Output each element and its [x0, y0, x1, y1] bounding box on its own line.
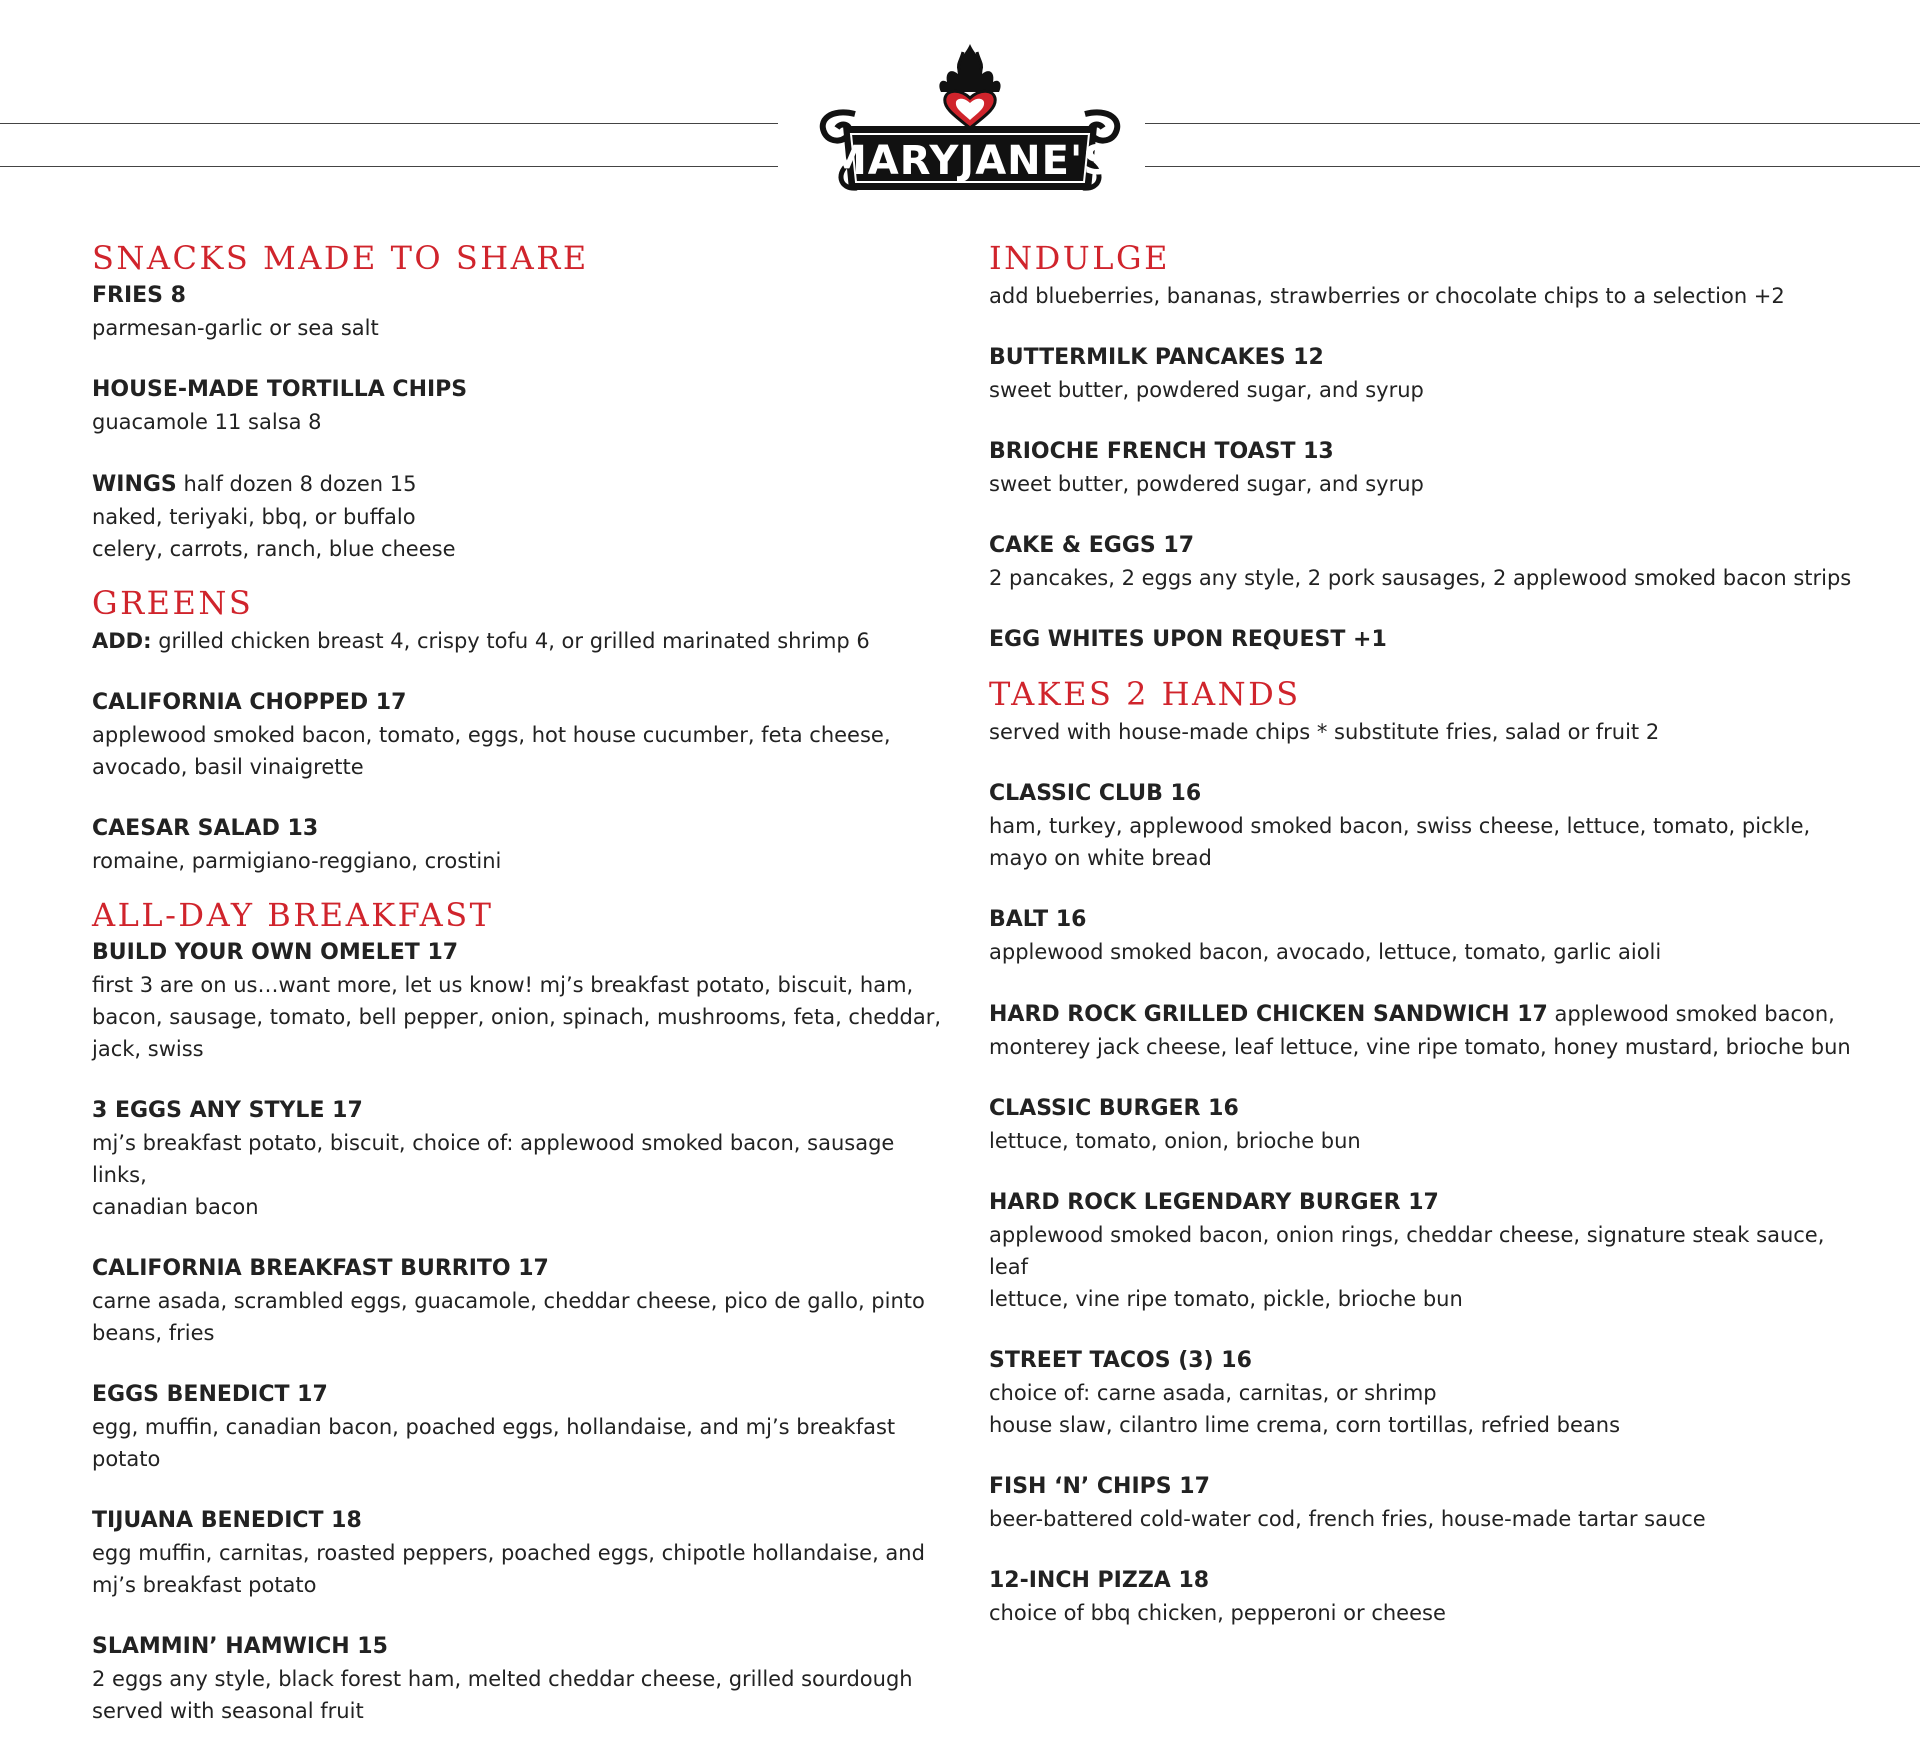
menu-item — [92, 1505, 952, 1601]
item-desc: guacamole 11 salsa 8 — [92, 410, 322, 434]
section-note-hands: served with house-made chips * substitute fries, salad or fruit 2 — [989, 720, 1660, 744]
menu-item — [989, 904, 1869, 968]
item-name: BUILD YOUR OWN OMELET 17 — [92, 940, 459, 965]
item-name: SLAMMIN’ HAMWICH 15 — [92, 1634, 388, 1659]
item-name: CALIFORNIA BREAKFAST BURRITO 17 — [92, 1256, 549, 1281]
item-desc: choice of bbq chicken, pepperoni or cheese — [989, 1601, 1446, 1625]
item-desc: parmesan-garlic or sea salt — [92, 316, 379, 340]
menu-item — [989, 436, 1869, 500]
item-name: HARD ROCK LEGENDARY BURGER 17 — [989, 1190, 1439, 1215]
menu-item — [92, 1095, 952, 1223]
greens-add-note — [92, 625, 952, 657]
maryjanes-logo — [795, 42, 1145, 200]
menu-item — [989, 778, 1869, 874]
item-desc: first 3 are on us…want more, let us know! mj’s breakfast potato, biscuit, ham, — [92, 973, 914, 997]
menu-item — [92, 937, 952, 1065]
section-indulge — [989, 240, 1869, 656]
item-desc: mj’s breakfast potato — [92, 1573, 317, 1597]
item-desc: choice of: carne asada, carnitas, or shrimp — [989, 1381, 1437, 1405]
section-hands — [989, 676, 1869, 1629]
item-desc: celery, carrots, ranch, blue cheese — [92, 537, 456, 561]
item-name: HARD ROCK GRILLED CHICKEN SANDWICH 17 — [989, 1002, 1548, 1027]
item-desc: lettuce, tomato, onion, brioche bun — [989, 1129, 1361, 1153]
section-title-snacks: SNACKS MADE TO SHARE — [92, 239, 589, 277]
item-desc: mayo on white bread — [989, 846, 1212, 870]
menu-item — [92, 280, 952, 344]
menu-item — [989, 1187, 1869, 1315]
item-inline-desc: half dozen 8 dozen 15 — [176, 472, 417, 496]
item-desc: carne asada, scrambled eggs, guacamole, cheddar cheese, pico de gallo, pinto — [92, 1289, 925, 1313]
item-desc: house slaw, cilantro lime crema, corn tortillas, refried beans — [989, 1413, 1621, 1437]
item-name-row — [92, 468, 952, 501]
item-desc: applewood smoked bacon, tomato, eggs, hot house cucumber, feta cheese, — [92, 723, 891, 747]
item-name: CLASSIC CLUB 16 — [989, 781, 1202, 806]
item-desc: sweet butter, powdered sugar, and syrup — [989, 378, 1424, 402]
menu-item — [989, 1471, 1869, 1535]
item-name: EGG WHITES UPON REQUEST +1 — [989, 627, 1387, 652]
item-desc: egg, muffin, canadian bacon, poached eggs, hollandaise, and mj’s breakfast potato — [92, 1415, 896, 1471]
add-label: ADD: — [92, 629, 152, 653]
item-desc: bacon, sausage, tomato, bell pepper, onion, spinach, mushrooms, feta, cheddar, — [92, 1005, 942, 1029]
menu-item — [989, 998, 1869, 1063]
menu-item — [989, 1093, 1869, 1157]
item-desc: applewood smoked bacon, onion rings, cheddar cheese, signature steak sauce, leaf — [989, 1223, 1825, 1279]
item-name: 12-INCH PIZZA 18 — [989, 1568, 1210, 1593]
left-column — [92, 240, 952, 1757]
item-name: FRIES 8 — [92, 283, 186, 308]
menu-item — [989, 342, 1869, 406]
item-desc: naked, teriyaki, bbq, or buffalo — [92, 505, 416, 529]
header-rule-right-top — [1145, 123, 1920, 124]
section-snacks — [92, 240, 952, 565]
item-inline-desc: applewood smoked bacon, — [1547, 1002, 1835, 1026]
item-name: BALT 16 — [989, 907, 1087, 932]
item-name-row — [989, 998, 1869, 1031]
item-desc: monterey jack cheese, leaf lettuce, vine ripe tomato, honey mustard, brioche bun — [989, 1035, 1851, 1059]
item-desc: beans, fries — [92, 1321, 215, 1345]
add-text: grilled chicken breast 4, crispy tofu 4, or grilled marinated shrimp 6 — [151, 629, 870, 653]
header-rule-left-bottom — [0, 166, 778, 167]
menu-item — [989, 1345, 1869, 1441]
item-name: CLASSIC BURGER 16 — [989, 1096, 1239, 1121]
item-name: HOUSE-MADE TORTILLA CHIPS — [92, 377, 468, 402]
item-desc: 2 eggs any style, black forest ham, melted cheddar cheese, grilled sourdough — [92, 1667, 913, 1691]
item-name: STREET TACOS (3) 16 — [989, 1348, 1252, 1373]
item-name: BUTTERMILK PANCAKES 12 — [989, 345, 1324, 370]
item-desc: served with seasonal fruit — [92, 1699, 364, 1723]
section-breakfast — [92, 897, 952, 1727]
item-desc: jack, swiss — [92, 1037, 204, 1061]
menu-item — [92, 374, 952, 438]
item-name: CAESAR SALAD 13 — [92, 816, 319, 841]
item-desc: avocado, basil vinaigrette — [92, 755, 364, 779]
header-rule-right-bottom — [1145, 166, 1920, 167]
item-name: CALIFORNIA CHOPPED 17 — [92, 690, 407, 715]
section-title-indulge: INDULGE — [989, 239, 1170, 277]
item-name: TIJUANA BENEDICT 18 — [92, 1508, 362, 1533]
logo-wordmark: MARYJANE'S — [826, 138, 1114, 184]
section-title-greens: GREENS — [92, 584, 254, 622]
menu-item — [92, 1631, 952, 1727]
header-rule-left-top — [0, 123, 778, 124]
item-name: WINGS — [92, 472, 177, 497]
menu-item — [92, 468, 952, 565]
menu-item — [92, 813, 952, 877]
item-desc: applewood smoked bacon, avocado, lettuce, tomato, garlic aioli — [989, 940, 1662, 964]
menu-header — [0, 0, 1920, 200]
menu-item — [92, 687, 952, 783]
item-name: EGGS BENEDICT 17 — [92, 1382, 328, 1407]
item-desc: egg muffin, carnitas, roasted peppers, poached eggs, chipotle hollandaise, and — [92, 1541, 925, 1565]
item-name: 3 EGGS ANY STYLE 17 — [92, 1098, 363, 1123]
item-desc: 2 pancakes, 2 eggs any style, 2 pork sausages, 2 applewood smoked bacon strips — [989, 566, 1852, 590]
menu-item — [989, 624, 1869, 656]
item-desc: canadian bacon — [92, 1195, 259, 1219]
item-desc: romaine, parmigiano-reggiano, crostini — [92, 849, 502, 873]
item-desc: beer-battered cold-water cod, french fries, house-made tartar sauce — [989, 1507, 1706, 1531]
right-column — [989, 240, 1869, 1659]
menu-item — [92, 1379, 952, 1475]
item-desc: lettuce, vine ripe tomato, pickle, brioche bun — [989, 1287, 1463, 1311]
item-desc: sweet butter, powdered sugar, and syrup — [989, 472, 1424, 496]
section-title-hands: TAKES 2 HANDS — [989, 675, 1301, 713]
menu-item — [989, 530, 1869, 594]
item-name: CAKE & EGGS 17 — [989, 533, 1195, 558]
item-name: FISH ‘N’ CHIPS 17 — [989, 1474, 1210, 1499]
item-name: BRIOCHE FRENCH TOAST 13 — [989, 439, 1334, 464]
item-desc: mj’s breakfast potato, biscuit, choice of: applewood smoked bacon, sausage links, — [92, 1131, 895, 1187]
menu-item — [92, 1253, 952, 1349]
section-greens — [92, 585, 952, 877]
section-note-indulge: add blueberries, bananas, strawberries or chocolate chips to a selection +2 — [989, 284, 1785, 308]
menu-item — [989, 1565, 1869, 1629]
section-title-breakfast: ALL-DAY BREAKFAST — [92, 896, 494, 934]
item-desc: ham, turkey, applewood smoked bacon, swiss cheese, lettuce, tomato, pickle, — [989, 814, 1811, 838]
